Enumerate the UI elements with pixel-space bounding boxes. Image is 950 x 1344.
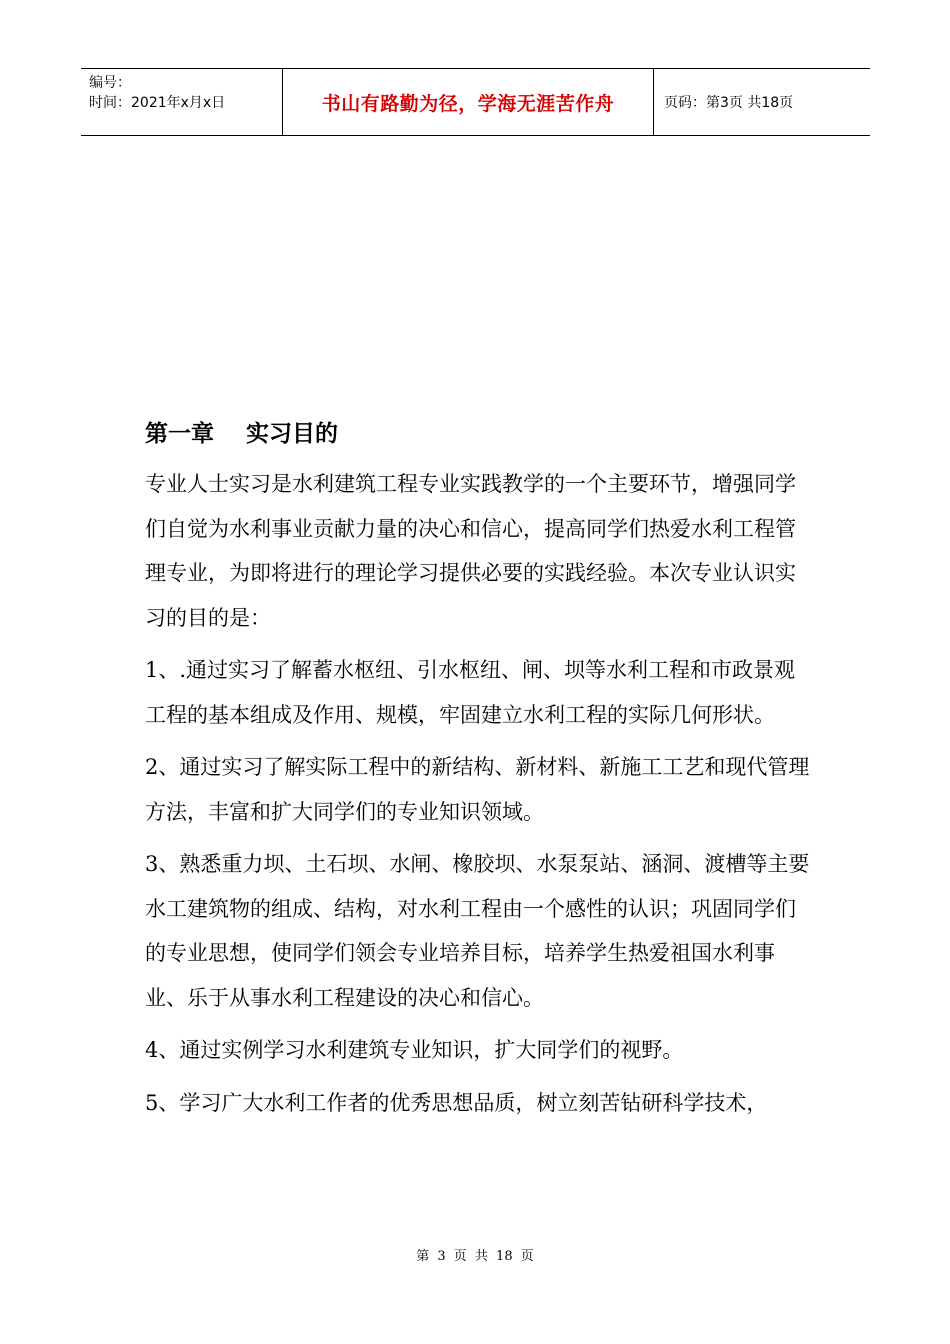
- paragraph-item-5: 5、学习广大水利工作者的优秀思想品质，树立刻苦钻研科学技术，: [145, 1090, 768, 1115]
- chapter-title: 第一章 实习目的: [145, 421, 339, 447]
- document-number-label: 编号：: [89, 75, 131, 91]
- header-meta: [81, 69, 282, 135]
- paragraph-item-4: 4、通过实例学习水利建筑专业知识，扩大同学们的视野。: [145, 1038, 684, 1062]
- paragraph-intro: 专业人士实习是水利建筑工程专业实践教学的一个主要环节，增强同学们自觉为水利事业贡献力量的决心和信心，提高同学们热爱水利工程管理专业，为即将进行的理论学习提供必要的实践经验。本次专业认识实习的目的是：: [145, 472, 796, 630]
- header-page-info: 页码：第3页 共18页: [664, 95, 794, 111]
- document-date: 时间：2021年x月x日: [89, 95, 226, 111]
- page-header: [81, 68, 870, 136]
- paragraph-item-2: 2、通过实习了解实际工程中的新结构、新材料、新施工工艺和现代管理方法，丰富和扩大同学们的专业知识领域。: [145, 755, 810, 824]
- paragraph-item-3: 3、熟悉重力坝、土石坝、水闸、橡胶坝、水泵泵站、涵洞、渡槽等主要水工建筑物的组成、结构，对水利工程由一个感性的认识；巩固同学们的专业思想，使同学们领会专业培养目标，培养学生热爱祖国水利事业、乐于从事水利工程建设的决心和信心。: [145, 852, 810, 1010]
- document-body: [145, 412, 815, 1133]
- header-motto: 书山有路勤为径，学海无涯苦作舟: [282, 69, 654, 135]
- paragraph-item-1: 1、.通过实习了解蓄水枢纽、引水枢纽、闸、坝等水利工程和市政景观工程的基本组成及作用、规模，牢固建立水利工程的实际几何形状。: [145, 658, 796, 727]
- page-footer: 第 3 页 共 18 页: [416, 1249, 534, 1264]
